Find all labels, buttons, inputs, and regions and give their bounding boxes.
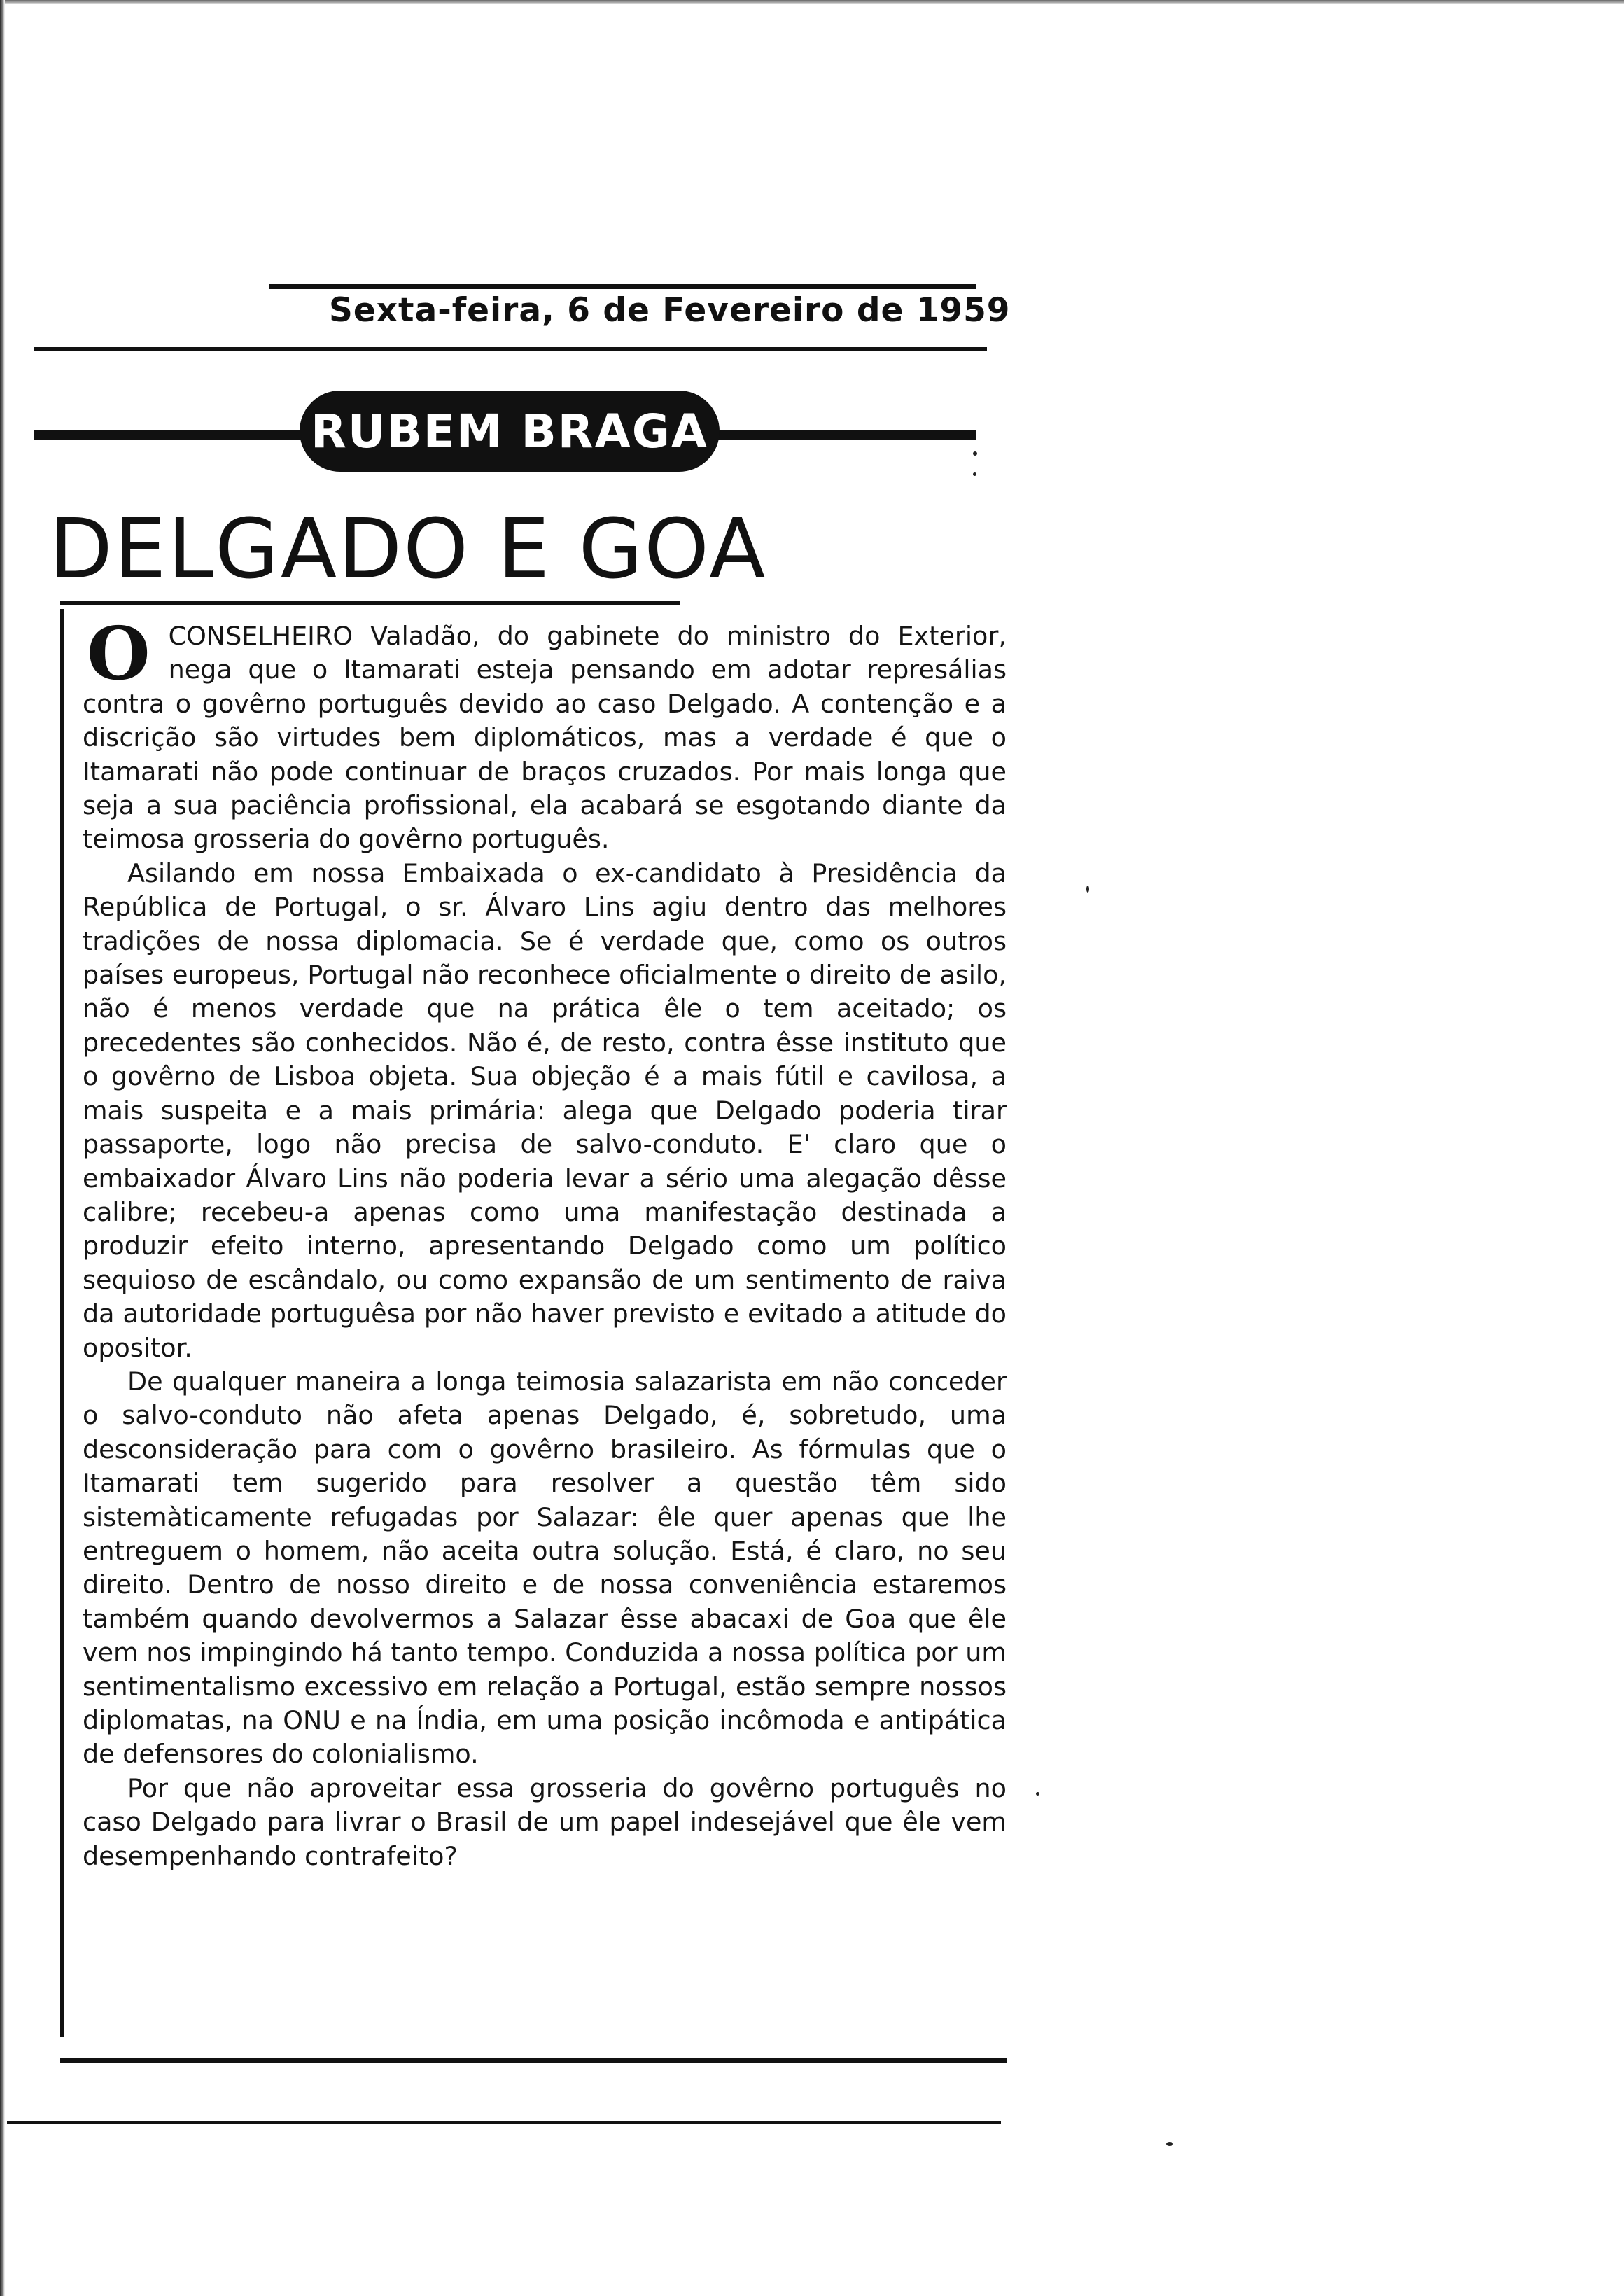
article-paragraph-2: Asilando em nossa Embaixada o ex-candidato à Presidência da República de Portugal, o sr. Álvaro Lins agiu dentro das melhores tradições de nossa diplomacia. Se é verdade que, como os outros países europeus, Portugal não reconhece oficialmente o direito de asilo, não é menos verdade que na prática êle o tem aceitado; os precedentes são conhecidos. Não é, de resto, contra êsse instituto que o govêrno de Lisboa objeta. Sua objeção é a mais fútil e cavilosa, a mais suspeita e a mais primária: alega que Delgado poderia tirar passaporte, logo não precisa de salvo-conduto. E' claro que o embaixador Álvaro Lins não poderia levar a sério uma alegação dêsse calibre; recebeu-a apenas como uma manifestação destinada a produzir efeito interno, apresentando Delgado como um político sequioso de escândalo, ou como expansão de um sentimento de raiva da autoridade portuguêsa por não haver previsto e evitado a atitude do opositor. bbox=[83, 858, 1007, 1363]
byline-pill bbox=[300, 391, 720, 472]
byline-bar-right bbox=[706, 430, 976, 440]
scan-speck bbox=[1086, 886, 1089, 892]
scan-edge-left bbox=[0, 0, 5, 2296]
article-paragraph-3: De qualquer maneira a longa teimosia salazarista em não conceder o salvo-conduto não afeta apenas Delgado, é, sobretudo, uma desconsideração para com o govêrno brasileiro. As fórmulas que o Itamarati tem sugerido para resolver a questão têm sido sistemàticamente refugadas por Salazar: êle quer apenas que lhe entreguem o homem, não aceita outra solução. Está, é claro, no seu direito. Dentro de nosso direito e de nossa conveniência estaremos também quando devolvermos a Salazar êsse abacaxi de Goa que êle vem nos impingindo há tanto tempo. Conduzida a nossa política por um sentimentalismo excessivo em relação a Portugal, estão sempre nossos diplomatas, na ONU e na Índia, em uma posição incômoda e antipática de defensores do colonialismo. bbox=[83, 1366, 1007, 1770]
scan-speck bbox=[1036, 1792, 1040, 1795]
scan-edge-top bbox=[0, 0, 1624, 4]
top-rule bbox=[270, 284, 976, 289]
article-left-border bbox=[60, 609, 64, 2037]
scan-speck bbox=[973, 472, 976, 476]
paragraph-1-text: CONSELHEIRO Valadão, do gabinete do ministro do Exterior, nega que o Itamarati esteja pensando em adotar represálias contra o govêrno português devido ao caso Delgado. A contenção e a discrição são virtudes bem diplomáticos, mas a verdade é que o Itamarati não pode continuar de braços cruzados. Por mais longa que seja a sua paciência profissional, ela acabará se esgotando diante da teimosa grosseria do govêrno português. bbox=[83, 621, 1007, 855]
headline-underline-rule bbox=[60, 601, 680, 606]
issue-date: Sexta-feira, 6 de Fevereiro de 1959 bbox=[329, 291, 1011, 330]
scan-speck bbox=[973, 451, 977, 456]
article-headline: DELGADO E GOA bbox=[49, 500, 767, 597]
byline-bar-left bbox=[34, 430, 314, 440]
page-bottom-rule bbox=[7, 2121, 1001, 2124]
scan-speck bbox=[1166, 2142, 1173, 2146]
byline-banner bbox=[34, 385, 979, 490]
article-bottom-rule bbox=[60, 2058, 1007, 2063]
date-underline-rule bbox=[34, 347, 987, 351]
article-body bbox=[83, 610, 1007, 1873]
article-paragraph-1 bbox=[83, 610, 1007, 857]
drop-cap: O bbox=[87, 610, 150, 696]
article-paragraph-4: Por que não aproveitar essa grosseria do govêrno português no caso Delgado para livrar o Brasil de um papel indesejável que êle vem desempenhando contrafeito? bbox=[83, 1772, 1007, 1871]
author-name: RUBEM BRAGA bbox=[311, 404, 708, 458]
